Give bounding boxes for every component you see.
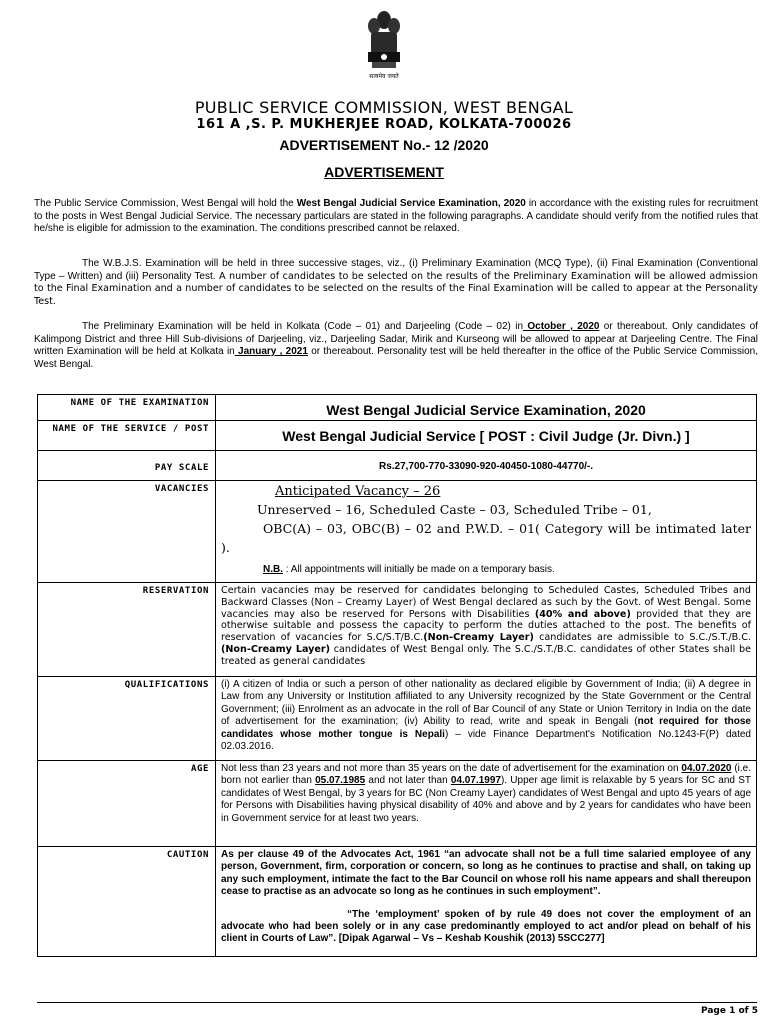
stages-paragraph: The W.B.J.S. Examination will be held in three successive stages, viz., (i) Preliminary Examination (MCQ Type), (ii) Final Examination (Conventional Type – Written) and (iii) Personality Test. A number of candidates to be selected on the results of the Preliminary Examination will be allowed admission to the Final Examination and a number of candidates to be selected on the results of the Final Examination will be called to appear at the Personality Test. [34, 258, 758, 307]
vacancy-breakdown-line2: OBC(A) – 03, OBC(B) – 02 and P.W.D. – 01( Category will be intimated later ). [221, 521, 751, 555]
reservation-label: RESERVATION [38, 583, 216, 677]
reservation-value: Certain vacancies may be reserved for candidates belonging to Scheduled Castes, Scheduled Tribes and Backward Classes (Non – Creamy Layer) of West Bengal declared as such by the Govt. of West Bengal. Some vacancies may also be reserved for Persons with Disabilities (40% and above) provided that they are otherwise suitable and possess the capacity to perform the duties attached to the post. The benefits of reservation of vacancies for S.C/S.T/B.C.(Non-Creamy Layer) candidates are admissible to S.C./S.T./B.C. (Non-Creamy Layer) candidates of West Bengal only. The S.C./S.T./B.C. candidates of other States shall be treated as general candidates [216, 583, 757, 677]
footer-rule [37, 1002, 757, 1003]
table-row [38, 847, 757, 957]
exam-name-label: NAME OF THE EXAMINATION [38, 395, 216, 421]
vacancy-note: N.B. : All appointments will initially be made on a temporary basis. [263, 564, 555, 575]
age-label: AGE [38, 761, 216, 847]
page-number: Page 1 of 5 [701, 1006, 758, 1016]
qualifications-label: QUALIFICATIONS [38, 677, 216, 761]
commission-name: PUBLIC SERVICE COMMISSION, WEST BENGAL [194, 98, 574, 117]
commission-address: 161 A ,S. P. MUKHERJEE ROAD, KOLKATA-700026 [196, 117, 572, 132]
table-row [38, 451, 757, 481]
vacancies-value [216, 481, 757, 583]
table-row [38, 761, 757, 847]
table-row [38, 395, 757, 421]
table-row [38, 481, 757, 583]
post-name-value: West Bengal Judicial Service [ POST : Civil Judge (Jr. Divn.) ] [216, 421, 757, 451]
emblem-motto: सत्यमेव जयते [369, 73, 399, 80]
examination-details-table [37, 394, 757, 957]
caution-advocates-act: As per clause 49 of the Advocates Act, 1961 “an advocate shall not be a full time salaried employee of any person, Government, firm, corporation or concern, so long as he continues to practise and shall, on taking up any such employment, intimate the fact to the Bar Council on whose roll his name appears and shall thereupon cease to practise as an advocate so long as he continues in such employment”. [221, 849, 751, 898]
vacancies-label: VACANCIES [38, 481, 216, 583]
anticipated-vacancy: Anticipated Vacancy – 26 [275, 484, 441, 499]
pay-scale-label: PAY SCALE [38, 451, 216, 481]
exam-schedule-paragraph: The Preliminary Examination will be held in Kolkata (Code – 01) and Darjeeling (Code – 02) in October , 2020 or thereabout. Only candidates of Kalimpong District and three Hill Sub-divisions of Darjeeling, viz., Darjeeling Sadar, Mirik and Kurseong will be allowed to appear at Darjeeling Centre. The Final written Examination will be held at Kolkata in January , 2021 or thereabout. Personality test will be held thereafter in the office of the Public Service Commission, West Bengal. [34, 321, 759, 370]
pay-scale-value: Rs.27,700-770-33090-920-40450-1080-44770/-. [216, 451, 757, 481]
caution-label: CAUTION [38, 847, 216, 957]
advertisement-title: ADVERTISEMENT [324, 164, 444, 180]
advertisement-number: ADVERTISEMENT No.- 12 /2020 [279, 137, 489, 153]
caution-value [216, 847, 757, 957]
caution-court-ruling: “The ‘employment’ spoken of by rule 49 does not cover the employment of an advocate who had been solely or in any case predominantly employed to act and/or plead on behalf of his client in Courts of Law”. [Dipak Agarwal – Vs – Keshab Koushik (2013) 5SCC277] [221, 908, 751, 945]
table-row [38, 677, 757, 761]
vacancy-breakdown-line1: Unreserved – 16, Scheduled Caste – 03, Scheduled Tribe – 01, [257, 502, 652, 517]
post-name-label: NAME OF THE SERVICE / POST [38, 421, 216, 451]
age-value: Not less than 23 years and not more than 35 years on the date of advertisement for the examination on 04.07.2020 (i.e. born not earlier than 05.07.1985 and not later than 04.07.1997). Upper age limit is relaxable by 5 years for SC and ST candidates of West Bengal, by 3 years for BC (Non Creamy Layer) candidates of West Bengal and upto 45 years of age for Persons with Disabilities having physical disability of 40% and above and by 2 years for candidates who have been in Government service for at least two years. [216, 761, 757, 847]
table-row [38, 583, 757, 677]
intro-paragraph: The Public Service Commission, West Bengal will hold the West Bengal Judicial Service Examination, 2020 in accordance with the existing rules for recruitment to the posts in West Bengal Judicial Service. The necessary particulars are stated in the following paragraphs. A candidate should verify from the notified rules that he/she is eligible for admission to the examination. The conditions prescribed cannot be relaxed. [34, 198, 758, 235]
qualifications-value: (i) A citizen of India or such a person of other nationality as declared eligible by Government of India; (ii) A degree in Law from any University or Institution affiliated to any University recognized by the State Government or the Central Government; (iii) Enrolment as an advocate in the roll of Bar Council of any State or Union Territory in India on the date of advertisement for the examination; (iv) Ability to read, write and speak in Bengali (not required for those candidates whose mother tongue is Nepali) – vide Finance Department's Notification No.1243-F(P) dated 02.03.2016. [216, 677, 757, 761]
table-row [38, 421, 757, 451]
exam-name-value: West Bengal Judicial Service Examination, 2020 [216, 395, 757, 421]
